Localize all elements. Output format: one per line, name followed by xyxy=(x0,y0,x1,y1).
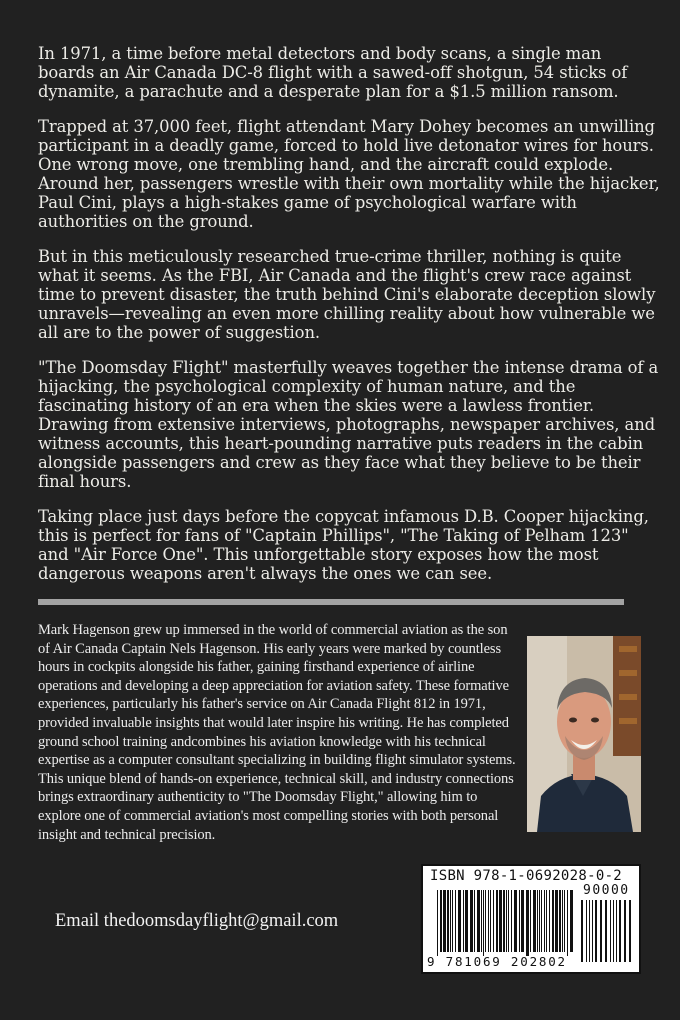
barcode-bar xyxy=(519,890,520,952)
description-paragraph-3: But in this meticulously researched true-crime thriller, nothing is quite what it seems. As the FBI, Air Canada and the flight's crew race against time to prevent disaster, the truth behind Cini's elaborate deception slowly unravels—revealing an even more chilling reality about how vulnerable we all are to the power of suggestion. xyxy=(38,247,656,342)
barcode-bar xyxy=(499,890,502,952)
addon-bar xyxy=(600,900,602,962)
barcode-bar xyxy=(450,890,451,952)
barcode-bar xyxy=(521,890,524,952)
barcode-bar xyxy=(493,890,494,952)
barcode-bar xyxy=(470,890,473,952)
contact-email: Email thedoomsdayflight@gmail.com xyxy=(55,911,339,931)
barcode-bar xyxy=(496,890,498,952)
barcode-bar xyxy=(530,890,531,952)
addon-bar xyxy=(586,900,587,962)
barcode-bar xyxy=(506,890,507,952)
barcode-bar xyxy=(564,890,565,952)
barcode-bar xyxy=(474,890,475,952)
barcode-bar xyxy=(455,890,456,952)
addon-bar xyxy=(595,900,597,962)
addon-bar xyxy=(616,900,617,962)
barcode-bar xyxy=(552,890,554,952)
barcode-bar xyxy=(503,890,505,952)
barcode-bar xyxy=(562,890,563,952)
section-divider xyxy=(38,599,624,605)
price-addon-code: 90000 xyxy=(583,883,630,898)
author-photo xyxy=(527,636,641,832)
ean-digits: 9 781069 202802 xyxy=(427,954,567,969)
barcode-bar xyxy=(533,890,536,952)
barcode-bar xyxy=(544,890,545,952)
description-paragraph-1: In 1971, a time before metal detectors and body scans, a single man boards an Air Canada DC-8 flight with a sawed-off shotgun, 54 sticks of dynamite, a parachute and a desperate plan for a $1.5 million ransom. xyxy=(38,44,628,101)
addon-bar xyxy=(624,900,626,962)
barcode-bar xyxy=(437,890,438,956)
description-paragraph-5: Taking place just days before the copycat infamous D.B. Cooper hijacking, this is perfect for fans of "Captain Phillips", "The Taking of Pelham 123" and "Air Force One". This unforgettable story exposes how the most dangerous weapons aren't always the ones we can see. xyxy=(38,507,649,583)
addon-bar xyxy=(619,900,621,962)
barcode-bar xyxy=(490,890,491,952)
isbn-barcode xyxy=(421,864,641,974)
barcode-bar xyxy=(570,890,573,952)
barcode-bar xyxy=(555,890,558,952)
barcode-bar xyxy=(443,890,446,952)
isbn-label: ISBN 978-1-0692028-0-2 xyxy=(430,868,623,884)
barcode-bar xyxy=(447,890,449,952)
barcode-bar xyxy=(567,890,568,956)
addon-bar xyxy=(581,900,583,962)
barcode-bar xyxy=(452,890,453,952)
barcode-bar xyxy=(488,890,489,952)
barcode-bar xyxy=(537,890,538,952)
barcode-bar xyxy=(514,890,517,952)
description-paragraph-2: Trapped at 37,000 feet, flight attendant Mary Dohey becomes an unwilling participant in a deadly game, forced to hold live detonator wires for hours. One wrong move, one trembling hand, and the aircraft could explode. Around her, passengers wrestle with their own mortality while the hijacker, Paul Cini, plays a high-stakes game of psychological warfare with authorities on the ground. xyxy=(38,117,660,231)
addon-bar xyxy=(589,900,590,962)
barcode-bar xyxy=(526,890,529,956)
barcode-bar xyxy=(539,890,540,952)
author-bio: Mark Hagenson grew up immersed in the world of commercial aviation as the son of Air Canada Captain Nels Hagenson. His early years were marked by countless hours in cockpits alongside his father, gaining firsthand experience of airline operations and developing a deep appreciation for aviation safety. These formative experiences, particularly his father's service on Air Canada Flight 812 in 1971, provided invaluable insights that would later inspire his writing. He has completed ground school training andcombines his aviation knowledge with his technical expertise as a computer consultant specializing in building flight simulator systems. This unique blend of hands-on experience, technical skill, and industry connections brings extraordinary authenticity to "The Doomsday Flight," allowing him to explore one of commercial aviation's most compelling stories with both personal insight and technical precision. xyxy=(38,622,516,843)
barcode-bar xyxy=(477,890,480,952)
barcode-bar xyxy=(465,890,468,952)
addon-bar xyxy=(610,900,611,962)
barcode-bar xyxy=(546,890,547,952)
barcode-bar xyxy=(463,890,464,952)
barcode-bar xyxy=(485,890,486,952)
author-portrait-image xyxy=(527,636,641,832)
description-paragraph-4: "The Doomsday Flight" masterfully weaves together the intense drama of a hijacking, the psychological complexity of human nature, and the fascinating history of an era when the skies were a lawless frontier. Drawing from extensive interviews, photographs, newspaper archives, and witness accounts, this heart-pounding narrative puts readers in the cabin alongside passengers and crew as they face what they believe to be their final hours. xyxy=(38,358,659,491)
barcode-bar xyxy=(481,890,482,952)
barcode-bar xyxy=(511,890,512,952)
barcode-bar xyxy=(549,890,550,952)
addon-bar xyxy=(592,900,593,962)
barcode-bar xyxy=(508,890,509,952)
barcode-bar xyxy=(458,890,461,952)
barcode-bar xyxy=(483,890,484,956)
addon-bar xyxy=(629,900,631,962)
addon-bar xyxy=(605,900,607,962)
addon-bar xyxy=(613,900,614,962)
barcode-bar xyxy=(440,890,442,952)
barcode-bar xyxy=(559,890,561,952)
book-description xyxy=(38,44,660,599)
barcode-bar xyxy=(541,890,542,952)
